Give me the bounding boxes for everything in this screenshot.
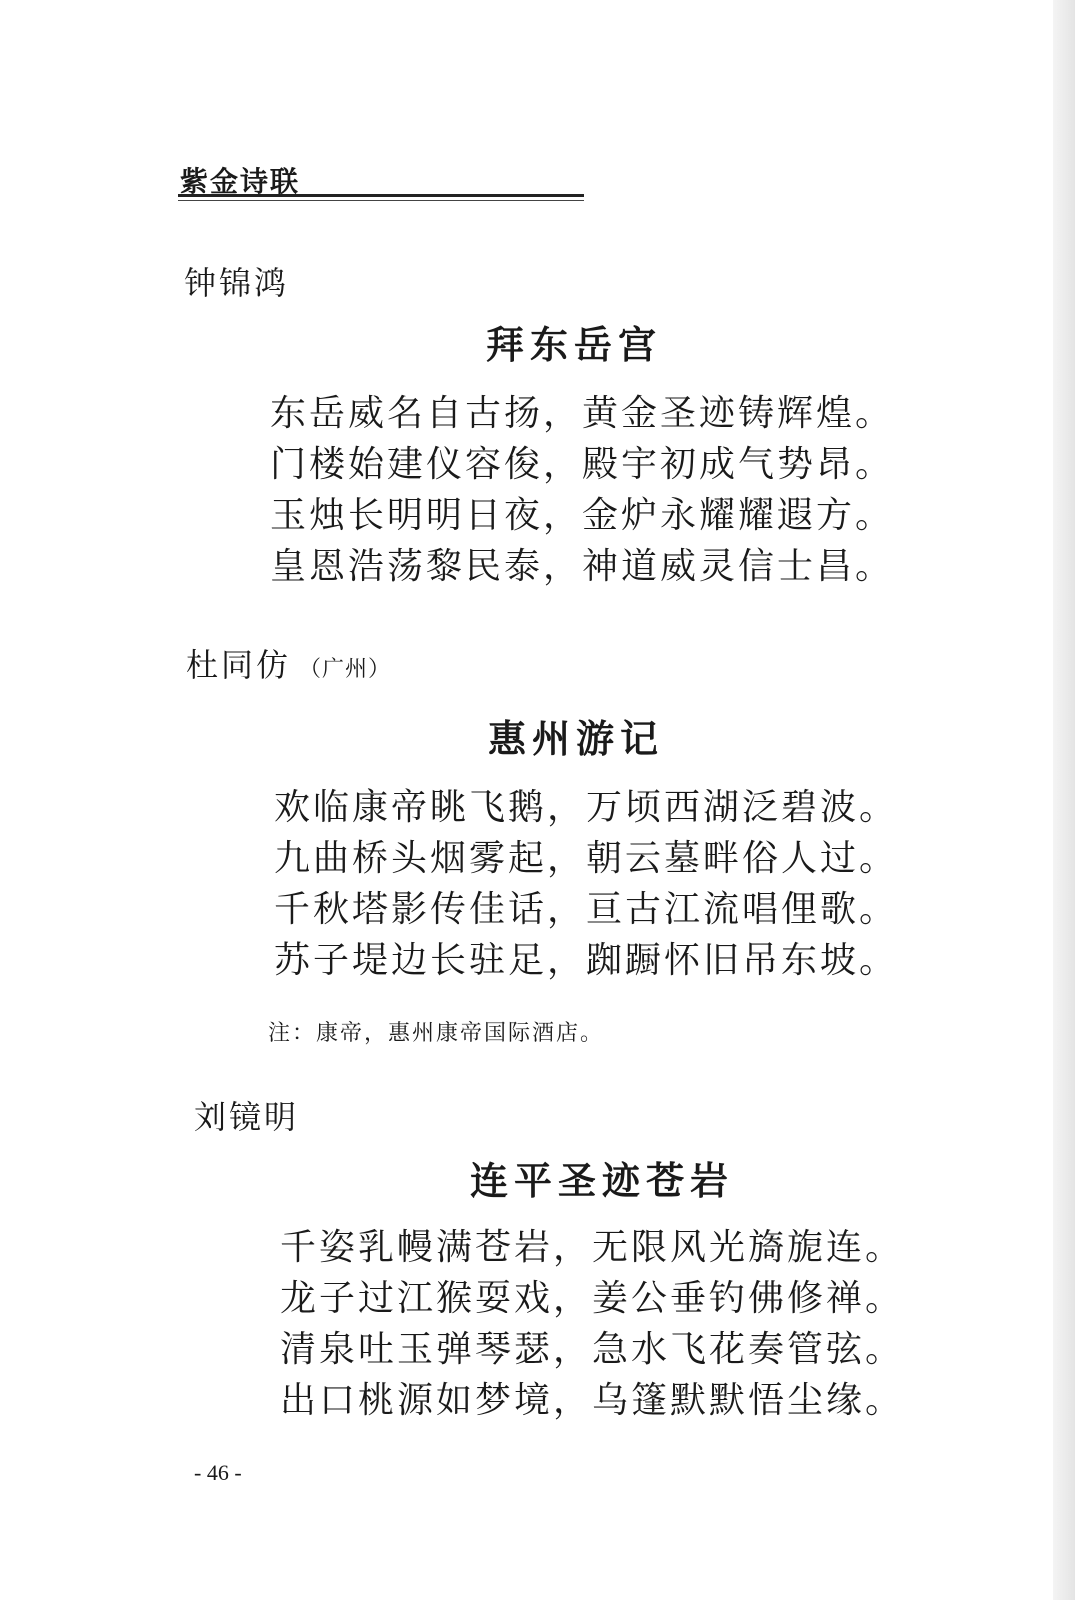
poem-note: 注：康帝，惠州康帝国际酒店。 <box>268 1021 605 1046</box>
poem-body <box>270 388 894 592</box>
header-rule-thin <box>178 200 584 201</box>
author-name: 刘镜明 <box>194 1098 300 1136</box>
poem-body <box>280 1222 904 1426</box>
poem-line: 九曲桥头烟雾起，朝云墓畔俗人过。 <box>274 838 899 879</box>
poem-line: 出口桃源如梦境，乌篷默默悟尘缘。 <box>280 1380 905 1421</box>
poem-title: 拜东岳宫 <box>486 323 663 367</box>
header-rule <box>178 194 584 197</box>
poem-author <box>194 1092 299 1138</box>
poem-line: 千姿乳幔满苍岩，无限风光旖旎连。 <box>280 1227 905 1268</box>
poem-line: 苏子堤边长驻足，踟蹰怀旧吊东坡。 <box>274 940 899 981</box>
poem-author <box>184 258 289 304</box>
poem-line: 欢临康帝眺飞鹅，万顷西湖泛碧波。 <box>274 787 899 828</box>
author-location: （广州） <box>299 657 392 682</box>
poem-line: 清泉吐玉弹琴瑟，急水飞花奏管弦。 <box>280 1329 905 1370</box>
poem-title: 连平圣迹苍岩 <box>470 1159 735 1203</box>
poem-line: 玉烛长明明日夜，金炉永耀耀遐方。 <box>270 495 895 536</box>
poem-line: 龙子过江猴耍戏，姜公垂钓佛修禅。 <box>280 1278 905 1319</box>
poem-line: 千秋塔影传佳话，亘古江流唱俚歌。 <box>274 889 899 930</box>
poem-author <box>186 640 391 686</box>
author-name: 杜同仿 <box>186 646 292 684</box>
poem-title: 惠州游记 <box>488 717 665 761</box>
running-header: 紫金诗联 <box>180 165 301 198</box>
poem-line: 东岳威名自古扬，黄金圣迹铸辉煌。 <box>270 393 895 434</box>
author-name: 钟锦鸿 <box>184 264 290 302</box>
page-number: - 46 - <box>194 1460 242 1485</box>
poem-body <box>274 782 898 986</box>
page-edge <box>1053 0 1075 1600</box>
poem-line: 门楼始建仪容俊，殿宇初成气势昂。 <box>270 444 895 485</box>
poem-line: 皇恩浩荡黎民泰，神道威灵信士昌。 <box>270 546 895 587</box>
